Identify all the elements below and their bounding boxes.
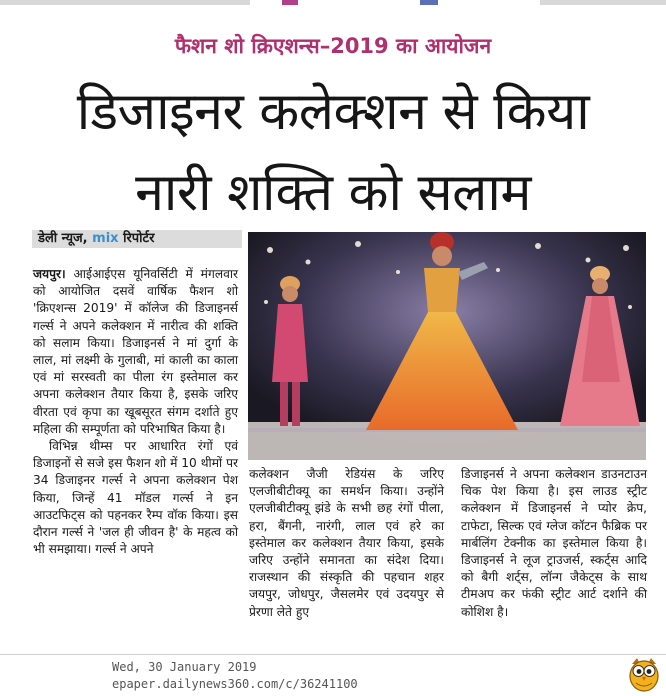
- col1-para-2: विभिन्न थीम्स पर आधारित रंगों एवं डिजाइनों से सजे इस फैशन शो में 10 थीमों पर 34 डिजाइनर गर्ल्स ने अपना कलेक्शन पेश किया, जिन्हें 41 मॉडल गर्ल्स ने इन आउटफिट्स को पहनकर रैम्प वॉक किया। इस दौरान गर्ल्स ने 'जल ही जीवन है' के महत्व को भी समझाया। गर्ल्स ने अपने: [33, 439, 238, 557]
- strip-magenta: [282, 0, 298, 5]
- runway-illustration: [248, 232, 646, 460]
- dateline: जयपुर।: [33, 267, 66, 281]
- byline-suffix: रिपोर्टर: [123, 231, 155, 246]
- article-kicker: फैशन शो क्रिएशन्स–2019 का आयोजन: [174, 34, 492, 58]
- owl-logo-icon: [628, 656, 660, 692]
- article-column-2: [249, 466, 444, 621]
- headline-line-1: डिजाइनर कलेक्शन से किया: [76, 82, 590, 142]
- col1-para-1: आईआईएस यूनिवर्सिटी में मंगलवार को आयोजित दसवें वार्षिक फैशन शो 'क्रिएशन्स 2019' में कॉलेज की डिजाइनर्स गर्ल्स ने अपने कलेक्शन में नारीत्व की शक्ति को सलाम किया। डिजाइनर्स ने मां दुर्गा के लाल, मां लक्ष्मी के गुलाबी, मां काली का काला एवं मां सरस्वती का पीला रंग इस्तेमाल कर अपना कलेक्शन तैयार किया है, इसके जरिए वीरता एवं कृपा का खूबसूरत संगम दर्शाते हुए महिला की सम्पूर्णता को परिभाषित किया है।: [33, 267, 238, 436]
- col3-text: डिजाइनर्स ने अपना कलेक्शन डाउनटाउन चिक पेश किया है। इस लाउड स्ट्रीट कलेक्शन में डिजाइनर्स ने प्योर क्रेप, टाफेटा, सिल्क एवं ग्लेज कॉटन फैब्रिक पर मार्बलिंग टेक्नीक का इस्तेमाल किया है। डिजाइनर्स ने लूज ट्राउजर्स, स्कर्ट्स आदि को बैगी शर्ट्स, लॉन्ग जैकेट्स के साथ टीमअप कर फंकी स्ट्रीट आर्ट दर्शाने की कोशिश है।: [461, 467, 647, 619]
- article-column-1: [33, 266, 238, 558]
- footer-divider: [0, 654, 666, 655]
- headline-line-2: नारी शक्ति को सलाम: [135, 163, 531, 223]
- col2-text: कलेक्शन जैजी रेडियंस के जरिए एलजीबीटीक्यू का समर्थन किया। उन्होंने एलजीबीटीक्यू झंडे के सभी छह रंगों पीला, हरा, बैंगनी, नारंगी, लाल एवं हरे का इस्तेमाल कर कलेक्शन तैयार किया, इसके जरिए उन्होंने समानता का संदेश दिया। राजस्थान की संस्कृति की पहचान शहर जयपुर, जोधपुर, जैसलमेर एवं उदयपुर से प्रेरणा लेते हुए: [249, 467, 444, 619]
- top-color-strip: [0, 0, 666, 5]
- strip-blue: [420, 0, 438, 5]
- byline: [32, 230, 242, 248]
- article-column-3: [461, 466, 647, 621]
- byline-mix: mix: [92, 231, 119, 246]
- strip-grey: [0, 0, 250, 5]
- footer-url[interactable]: epaper.dailynews360.com/c/36241100: [112, 677, 358, 691]
- byline-prefix: डेली न्यूज,: [38, 231, 88, 246]
- strip-grey-right: [540, 0, 666, 5]
- footer-date: Wed, 30 January 2019: [112, 660, 257, 674]
- fashion-show-photo: [248, 232, 646, 460]
